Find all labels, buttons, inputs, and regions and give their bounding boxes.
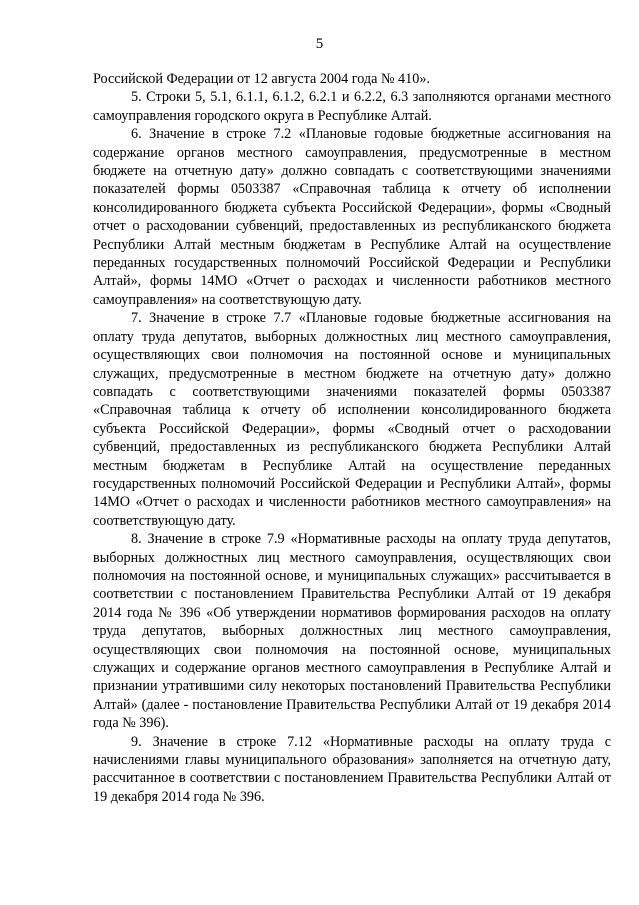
document-body [93,70,611,806]
page-number: 5 [315,36,324,52]
paragraph-item-9: 9. Значение в строке 7.12 «Нормативные расходы на оплату труда с начислениями главы муниципального образования» заполняется на отчетную дату, рассчитанное в соответствии с постановлением Правительства Республики Алтай от 19 декабря 2014 года № 396. [93,733,611,805]
paragraph-item-6: 6. Значение в строке 7.2 «Плановые годовые бюджетные ассигнования на содержание органов местного самоуправления, предусмотренные в местном бюджете на отчетную дату» должно совпадать с соответствующими значениями показателей формы 0503387 «Справочная таблица к отчету об исполнении консолидированного бюджета субъекта Российской Федерации», формы «Сводный отчет о расходовании субвенций, предоставленных из республиканского бюджета Республики Алтай местным бюджетам в Республике Алтай на осуществление переданных государственных полномочий Российской Федерации и Республики Алтай», формы 14МО «Отчет о расходах и численности работников местного самоуправления» на соответствующую дату. [93,126,611,308]
paragraph-item-7: 7. Значение в строке 7.7 «Плановые годовые бюджетные ассигнования на оплату труда депутатов, выборных должностных лиц местного самоуправления, осуществляющих свои полномочия на постоянной основе и муниципальных служащих, предусмотренные в местном бюджете на отчетную дату» должно совпадать с соответствующими значениями показателей формы 0503387 «Справочная таблица к отчету об исполнении консолидированного бюджета субъекта Российской Федерации», формы «Сводный отчет о расходовании субвенций, предоставленных из республиканского бюджета Республики Алтай местным бюджетам в Республике Алтай на осуществление переданных государственных полномочий Российской Федерации и Республики Алтай», формы 14МО «Отчет о расходах и численности работников местного самоуправления» на соответствующую дату. [93,310,611,529]
paragraph-item-8: 8. Значение в строке 7.9 «Нормативные расходы на оплату труда депутатов, выборных должностных лиц местного самоуправления, осуществляющих свои полномочия на постоянной основе, и муниципальных служащих» рассчитывается в соответствии с постановлением Правительства Республики Алтай от 19 декабря 2014 года № 396 «Об утверждении нормативов формирования расходов на оплату труда депутатов, выборных должностных лиц местного самоуправления, осуществляющих свои полномочия на постоянной основе, муниципальных служащих и содержание органов местного самоуправления в Республике Алтай и признании утратившими силу некоторых постановлений Правительства Республики Алтай» (далее - постановление Правительства Республики Алтай от 19 декабря 2014 года № 396). [93,531,611,732]
paragraph-item-5: 5. Строки 5, 5.1, 6.1.1, 6.1.2, 6.2.1 и 6.2.2, 6.3 заполняются органами местного самоуправления городского округа в Республике Алтай. [93,89,611,124]
paragraph-continuation: Российской Федерации от 12 августа 2004 года № 410». [93,71,430,87]
